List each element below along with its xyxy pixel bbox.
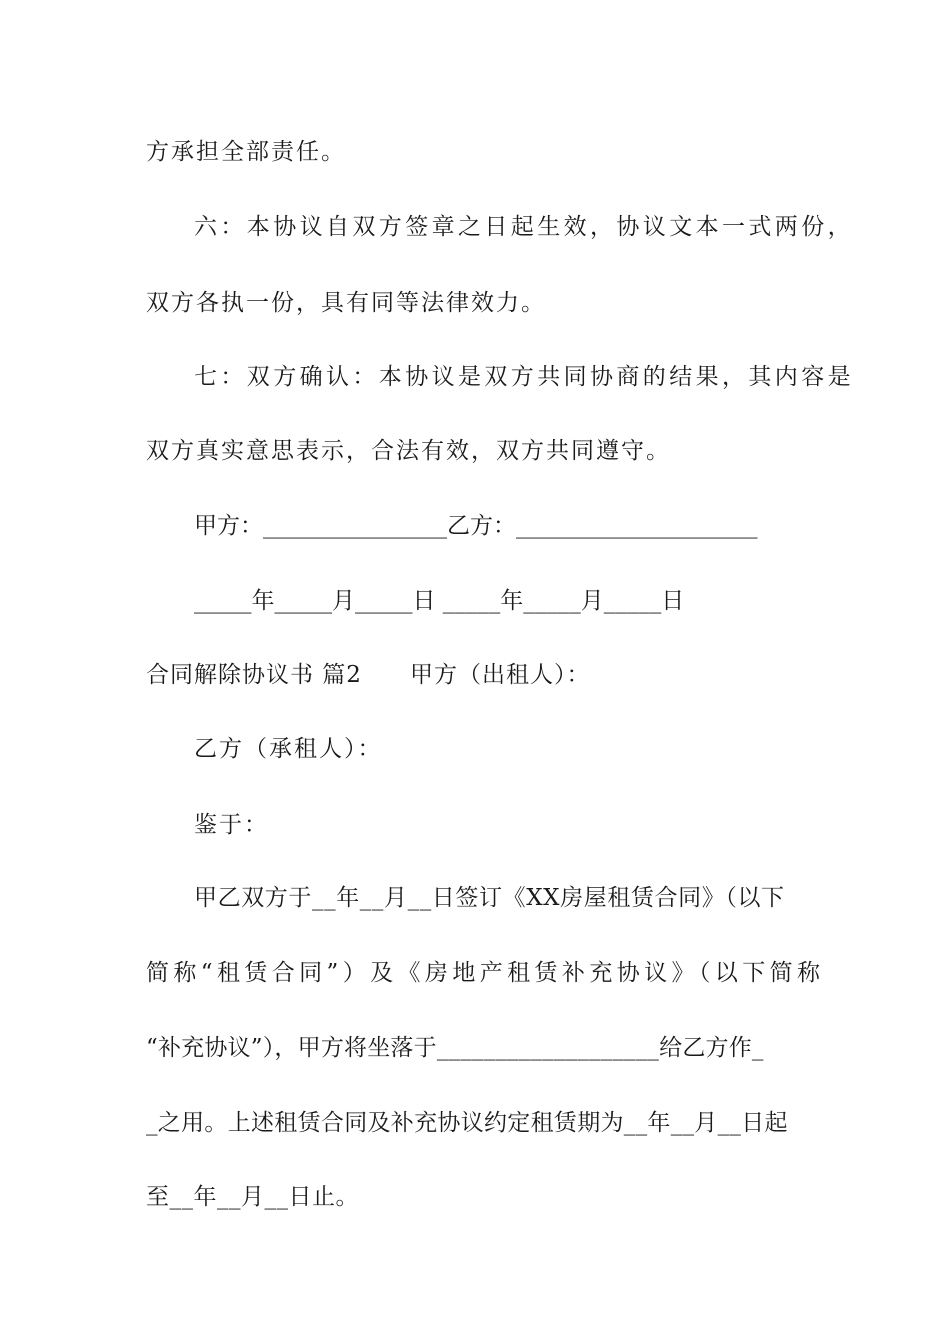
text-line-3: 双方各执一份，具有同等法律效力。 (146, 290, 546, 316)
section-heading: 合同解除协议书 篇2 甲方（出租人）： (146, 662, 591, 688)
text-line-1: 方承担全部责任。 (146, 139, 346, 165)
text-line-15: 至__年__月__日止。 (146, 1184, 359, 1210)
text-line-whereas: 鉴于： (194, 812, 269, 838)
text-line-12: 简称“租赁合同”）及《房地产租赁补充协议》（以下简称 (146, 960, 825, 986)
signature-line-parties: 甲方：________________乙方：_____________________ (194, 513, 758, 539)
text-line-14: _之用。上述租赁合同及补充协议约定租赁期为__年__月__日起 (146, 1110, 788, 1136)
text-line-5: 双方真实意思表示，合法有效，双方共同遵守。 (146, 438, 671, 464)
text-line-13: “补充协议”），甲方将坐落于___________________给乙方作_ (146, 1035, 764, 1061)
signature-line-dates: _____年_____月_____日 _____年_____月_____日 (194, 588, 685, 614)
text-line-4: 七：双方确认：本协议是双方共同协商的结果，其内容是 (194, 364, 854, 390)
text-line-11: 甲乙双方于__年__月__日签订《XX房屋租赁合同》（以下 (194, 885, 785, 911)
text-line-2: 六：本协议自双方签章之日起生效，协议文本一式两份， (194, 214, 854, 240)
text-line-tenant: 乙方（承租人）： (194, 736, 383, 762)
